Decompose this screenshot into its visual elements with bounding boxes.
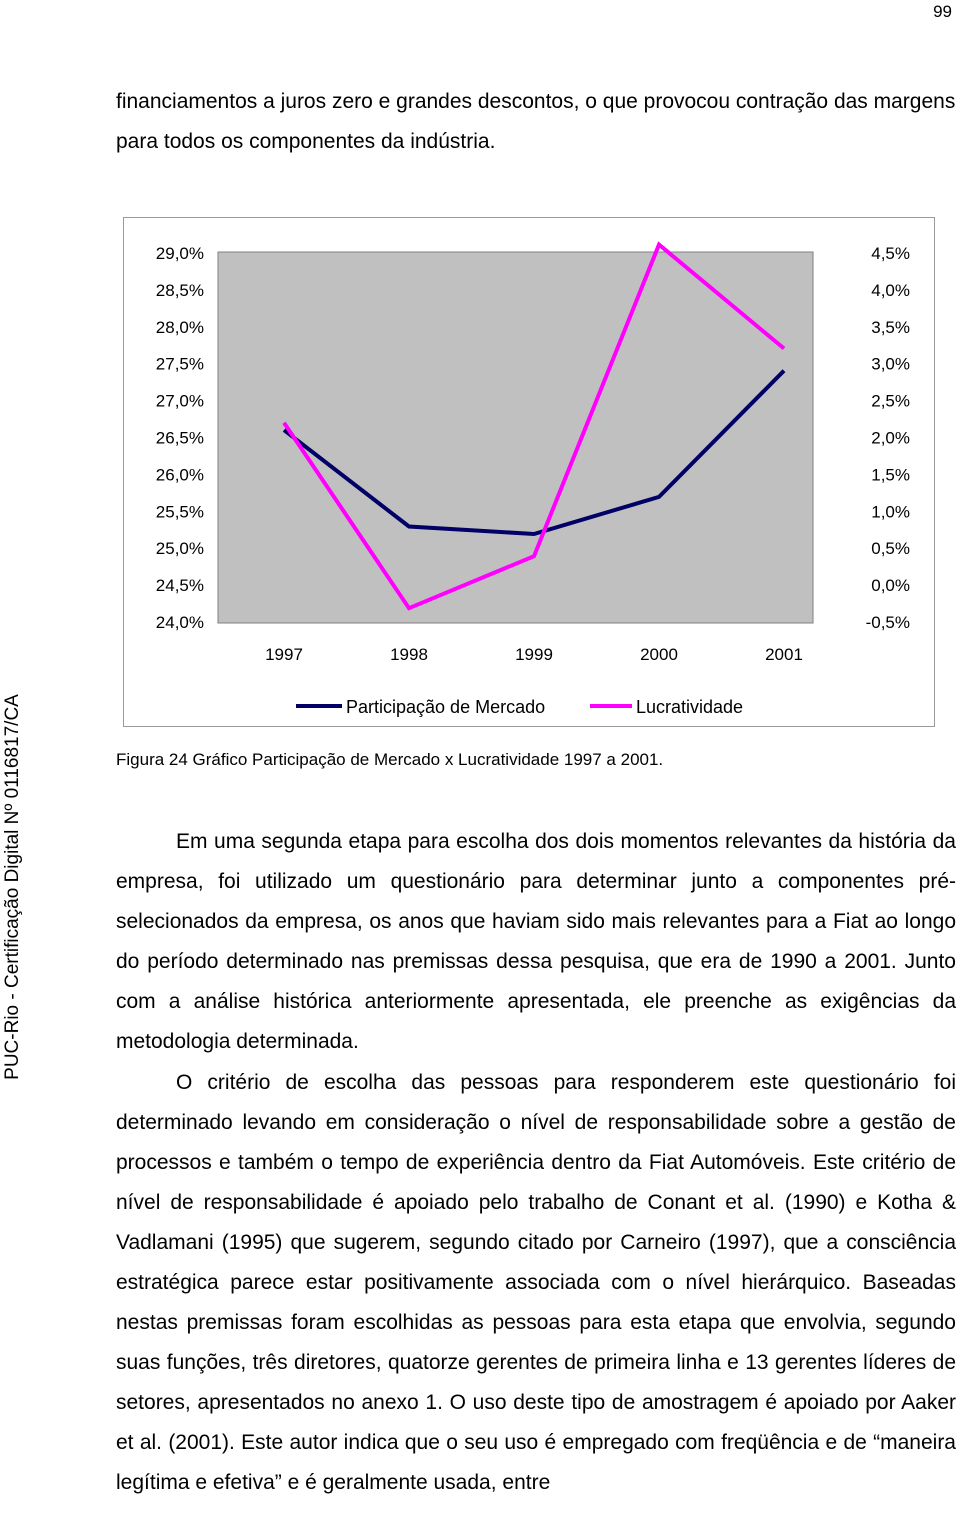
page-number: 99	[933, 2, 952, 21]
left-axis-tick-label: 24,0%	[155, 613, 204, 632]
left-axis-tick-label: 26,0%	[155, 465, 204, 485]
right-axis-tick-label: -0,5%	[865, 613, 910, 632]
x-axis-tick-label: 1999	[515, 645, 553, 664]
left-axis-tick-label: 25,0%	[155, 539, 204, 559]
x-axis-tick-label: 2001	[765, 645, 803, 664]
paragraph-selection-criteria: O critério de escolha das pessoas para responderem este questionário foi determinado levando em consideração o nível de responsabilidade sobre a gestão de processos e também o tempo de experiência dentro da Fiat Automóveis. Este critério de nível de responsabilidade é apoiado pelo trabalho de Conant et al. (1990) e Kotha & Vadlamani (1995) que sugerem, segundo citado por Carneiro (1997), que a consciência estratégica parece estar positivamente associada com o nível hierárquico. Baseadas nestas premissas foram escolhidas as pessoas para esta etapa que envolvia, segundo suas funções, três diretores, quatorze gerentes de primeira linha e 13 gerentes líderes de setores, apresentados no anexo 1. O uso deste tipo de amostragem é apoiado por Aaker et al. (2001). Este autor indica que o seu uso é empregado com freqüência e de “maneira legítima e efetiva” e é geralmente usada, entre	[116, 1071, 956, 1494]
right-axis-tick-label: 0,0%	[871, 576, 910, 596]
right-axis-tick-label: 0,5%	[871, 539, 910, 559]
x-axis-tick-label: 2000	[640, 645, 678, 664]
right-axis-tick-label: 3,5%	[871, 317, 910, 337]
left-axis-tick-label: 27,5%	[155, 354, 204, 374]
legend-label-profitability: Lucratividade	[636, 697, 744, 717]
paragraph-intro: financiamentos a juros zero e grandes descontos, o que provocou contração das margens para todos os componentes da indústria.	[116, 90, 956, 153]
left-axis-tick-label: 28,0%	[155, 317, 204, 337]
left-axis-tick-label: 28,5%	[155, 280, 204, 300]
right-axis-tick-label: 2,0%	[871, 428, 910, 448]
x-axis-tick-label: 1998	[390, 645, 428, 664]
chart-container	[123, 217, 935, 727]
right-axis-tick-label: 3,0%	[871, 354, 910, 374]
paragraph-second-stage: Em uma segunda etapa para escolha dos dois momentos relevantes da história da empresa, foi utilizado um questionário para determinar junto a componentes pré-selecionados da empresa, os anos que haviam sido mais relevantes para a Fiat ao longo do período determinado nas premissas dessa pesquisa, que era de 1990 a 2001. Junto com a análise histórica anteriormente apresentada, ele preenche as exigências da metodologia determinada.	[116, 830, 956, 1053]
line-chart	[124, 218, 936, 728]
x-axis-tick-label: 1997	[265, 645, 303, 664]
figure-caption: Figura 24 Gráfico Participação de Mercado x Lucratividade 1997 a 2001.	[116, 750, 664, 769]
right-axis-tick-label: 1,5%	[871, 465, 910, 485]
left-axis-tick-label: 25,5%	[155, 502, 204, 522]
left-axis-tick-label: 24,5%	[155, 576, 204, 596]
plot-area	[218, 252, 813, 623]
right-axis-tick-label: 2,5%	[871, 391, 910, 411]
left-axis-tick-label: 26,5%	[155, 428, 204, 448]
certification-stamp: PUC-Rio - Certificação Digital Nº 0116817/CA	[2, 694, 23, 1080]
right-axis-tick-label: 1,0%	[871, 502, 910, 522]
right-axis-tick-label: 4,5%	[871, 244, 910, 263]
left-axis-tick-label: 27,0%	[155, 391, 204, 411]
left-axis-tick-label: 29,0%	[155, 244, 204, 263]
legend-label-market-share: Participação de Mercado	[346, 697, 546, 717]
right-axis-tick-label: 4,0%	[871, 280, 910, 300]
